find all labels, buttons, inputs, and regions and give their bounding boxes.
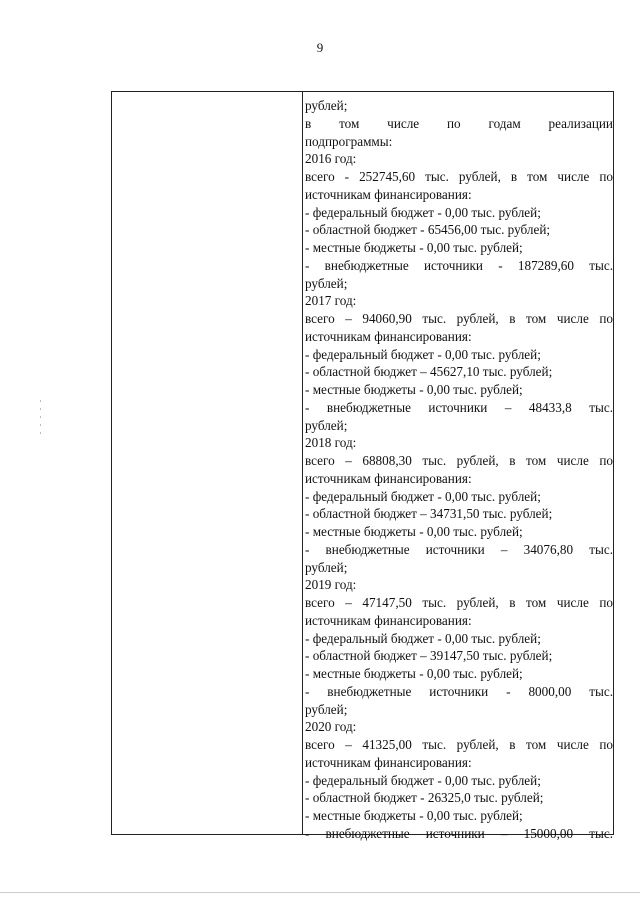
text-line: рублей; bbox=[305, 275, 348, 291]
text-line: - местные бюджеты - 0,00 тыс. рублей; bbox=[305, 666, 523, 681]
text-line: - местные бюджеты - 0,00 тыс. рублей; bbox=[305, 524, 523, 539]
text-line: - областной бюджет – 39147,50 тыс. рублей; bbox=[305, 648, 553, 664]
text-line: - областной бюджет - 65456,00 тыс. рублей; bbox=[305, 222, 551, 238]
text-line: - федеральный бюджет - 0,00 тыс. рублей; bbox=[305, 488, 541, 504]
text-line: - федеральный бюджет - 0,00 тыс. рублей; bbox=[305, 772, 541, 788]
text-line: - внебюджетные источники - 187289,60 тыс. bbox=[305, 257, 613, 273]
text-line: - федеральный бюджет - 0,00 тыс. рублей; bbox=[305, 346, 541, 362]
text-line: - местные бюджеты - 0,00 тыс. рублей; bbox=[305, 382, 523, 397]
text-line: источникам финансирования: bbox=[305, 186, 472, 202]
text-line: источникам финансирования: bbox=[305, 328, 472, 344]
text-line: 2018 год: bbox=[305, 435, 357, 451]
text-line: источникам финансирования: bbox=[305, 754, 472, 770]
funding-table bbox=[111, 91, 614, 841]
text-line: всего - 252745,60 тыс. рублей, в том числе по bbox=[305, 169, 613, 184]
text-line: - федеральный бюджет - 0,00 тыс. рублей; bbox=[305, 630, 541, 646]
text-line: - областной бюджет – 45627,10 тыс. рублей; bbox=[305, 364, 553, 380]
text-line: - внебюджетные источники – 34076,80 тыс. bbox=[305, 541, 613, 557]
text-line: - местные бюджеты - 0,00 тыс. рублей; bbox=[305, 808, 523, 823]
text-line: рублей; bbox=[305, 559, 348, 575]
table-right-cell bbox=[305, 97, 613, 843]
text-line: рублей; bbox=[305, 701, 348, 717]
text-line: 2017 год: bbox=[305, 293, 357, 309]
text-line: - областной бюджет – 34731,50 тыс. рублей; bbox=[305, 506, 553, 522]
text-line: - внебюджетные источники – 48433,8 тыс. bbox=[305, 399, 613, 415]
text-line: источникам финансирования: bbox=[305, 612, 472, 628]
text-line: всего – 41325,00 тыс. рублей, в том числе по bbox=[305, 737, 613, 752]
text-line: в том числе по годам реализации bbox=[305, 115, 613, 131]
scan-artifact-line bbox=[0, 892, 640, 893]
text-line: всего – 94060,90 тыс. рублей, в том числе по bbox=[305, 311, 613, 326]
text-line: подпрограммы: bbox=[305, 133, 393, 149]
column-divider bbox=[302, 92, 303, 834]
text-line: - федеральный бюджет - 0,00 тыс. рублей; bbox=[305, 204, 541, 220]
text-line: - областной бюджет - 26325,0 тыс. рублей; bbox=[305, 790, 544, 806]
text-line: - внебюджетные источники - 8000,00 тыс. bbox=[305, 683, 613, 699]
text-line: всего – 47147,50 тыс. рублей, в том числе по bbox=[305, 595, 613, 610]
text-line: - местные бюджеты - 0,00 тыс. рублей; bbox=[305, 240, 523, 255]
text-line: рублей; bbox=[305, 417, 348, 433]
page-number: 9 bbox=[316, 40, 324, 55]
text-line: 2016 год: bbox=[305, 151, 357, 167]
text-line: 2019 год: bbox=[305, 577, 357, 593]
text-line: - внебюджетные источники – 15000,00 тыс. bbox=[305, 825, 613, 841]
text-line: источникам финансирования: bbox=[305, 470, 472, 486]
text-line: рублей; bbox=[305, 98, 348, 113]
scan-artifact bbox=[40, 400, 41, 440]
text-line: 2020 год: bbox=[305, 719, 357, 735]
text-line: всего – 68808,30 тыс. рублей, в том числе по bbox=[305, 453, 613, 468]
